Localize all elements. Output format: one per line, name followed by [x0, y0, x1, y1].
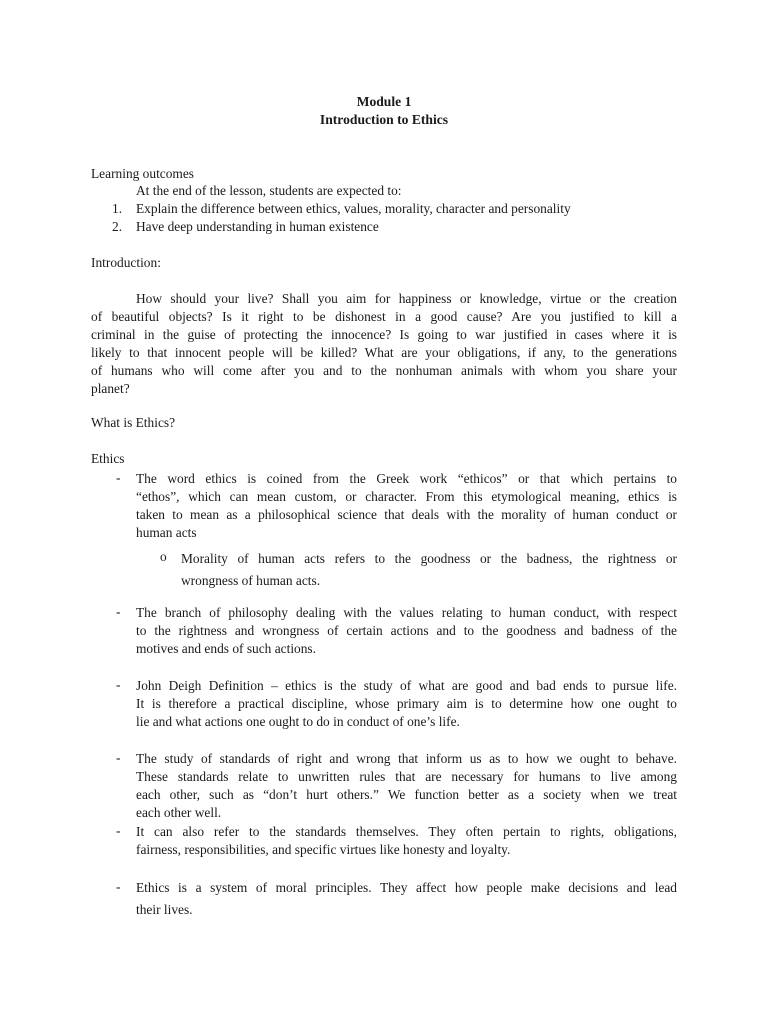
bullet-dash: - — [116, 677, 121, 692]
bullet-line: The study of standards of right and wrong that inform us as to how we ought to behave. — [136, 751, 677, 766]
ethics-bullet-4 — [136, 750, 677, 822]
module-label: Module 1 — [356, 94, 412, 109]
introduction-paragraph — [91, 290, 677, 398]
outcome-item: Have deep understanding in human existence — [136, 219, 379, 234]
ethics-bullet-1 — [136, 470, 677, 542]
ethics-heading: Ethics — [91, 451, 125, 466]
bullet-line: motives and ends of such actions. — [136, 641, 316, 656]
bullet-dash: - — [116, 750, 121, 765]
introduction-heading: Introduction: — [91, 255, 161, 270]
bullet-line: It can also refer to the standards themselves. They often pertain to rights, obligations, — [136, 824, 677, 839]
sub-bullet-marker: o — [160, 549, 167, 564]
paragraph-line: How should your live? Shall you aim for happiness or knowledge, virtue or the creation — [136, 291, 677, 306]
bullet-dash: - — [116, 604, 121, 619]
outcome-number: 2. — [112, 219, 123, 234]
ethics-bullet-6 — [136, 877, 677, 921]
bullet-line: The word ethics is coined from the Greek work “ethicos” or that which pertains to — [136, 471, 677, 486]
bullet-line: to the rightness and wrongness of certain actions and to the goodness and badness of the — [136, 623, 677, 638]
bullet-line: lie and what actions one ought to do in conduct of one’s life. — [136, 714, 460, 729]
sub-bullet-line: Morality of human acts refers to the goodness or the badness, the rightness or — [181, 551, 677, 566]
ethics-bullet-2 — [136, 604, 677, 658]
paragraph-line: of humans who will come after you and to the nonhuman animals with whom you share your — [91, 363, 677, 378]
bullet-line: Ethics is a system of moral principles. They affect how people make decisions and lead — [136, 880, 677, 895]
outcome-number: 1. — [112, 201, 123, 216]
paragraph-line: of beautiful objects? Is it right to be dishonest in a good cause? Are you justified to kill a — [91, 309, 677, 324]
ethics-bullet-3 — [136, 677, 677, 731]
sub-bullet-line: wrongness of human acts. — [181, 573, 321, 588]
bullet-line: These standards relate to unwritten rules that are necessary for humans to live among — [136, 769, 677, 784]
learning-outcomes-intro: At the end of the lesson, students are expected to: — [136, 183, 402, 198]
bullet-line: It is therefore a practical discipline, whose primary aim is to determine how one ought to — [136, 696, 677, 711]
bullet-line: John Deigh Definition – ethics is the study of what are good and bad ends to pursue life. — [136, 678, 677, 693]
ethics-sub-bullet — [181, 548, 677, 592]
bullet-line: human acts — [136, 525, 197, 540]
bullet-line: The branch of philosophy dealing with the values relating to human conduct, with respect — [136, 605, 677, 620]
outcome-item: Explain the difference between ethics, values, morality, character and personality — [136, 201, 571, 216]
bullet-line: taken to mean as a philosophical science that deals with the morality of human conduct or — [136, 507, 677, 522]
bullet-dash: - — [116, 879, 121, 894]
paragraph-line: planet? — [91, 381, 130, 396]
paragraph-line: criminal in the guise of protecting the innocence? Is going to war justified in cases where it is — [91, 327, 677, 342]
learning-outcomes-heading: Learning outcomes — [91, 166, 194, 181]
bullet-line: their lives. — [136, 902, 193, 917]
bullet-line: “ethos”, which can mean custom, or character. From this etymological meaning, ethics is — [136, 489, 677, 504]
bullet-dash: - — [116, 470, 121, 485]
page-title: Introduction to Ethics — [319, 112, 449, 127]
bullet-line: each other, such as “don’t hurt others.” We function better as a society when we treat — [136, 787, 677, 802]
what-is-ethics-heading: What is Ethics? — [91, 415, 176, 430]
bullet-line: each other well. — [136, 805, 222, 820]
paragraph-line: likely to that innocent people will be killed? What are your obligations, if any, to the generations — [91, 345, 677, 360]
ethics-bullet-5 — [136, 823, 677, 859]
bullet-dash: - — [116, 823, 121, 838]
bullet-line: fairness, responsibilities, and specific virtues like honesty and loyalty. — [136, 842, 511, 857]
